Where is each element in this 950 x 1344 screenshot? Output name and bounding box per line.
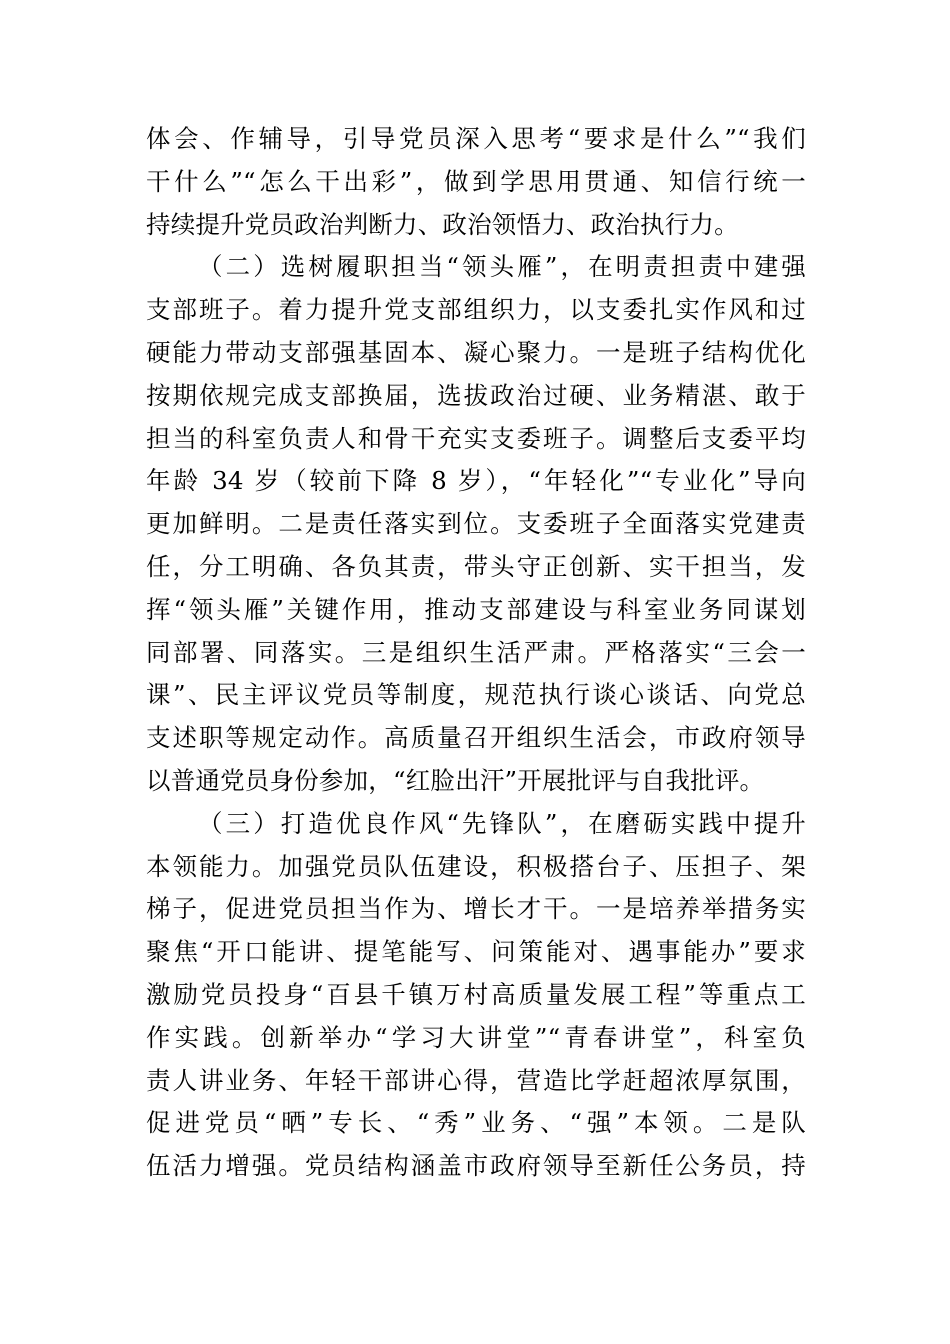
- text-line: 硬能力带动支部强基固本、凝心聚力。一是班子结构优化: [146, 337, 806, 367]
- paragraph-heading-line: （二）选树履职担当“领头雁”，在明责担责中建强: [198, 252, 806, 282]
- text-line: 课”、民主评议党员等制度，规范执行谈心谈话、向党总: [146, 680, 806, 710]
- text-line: 干什么”“怎么干出彩”，做到学思用贯通、知信行统一: [146, 166, 806, 196]
- text-line: 持续提升党员政治判断力、政治领悟力、政治执行力。: [146, 209, 739, 239]
- text-line: 体会、作辅导，引导党员深入思考“要求是什么”“我们: [146, 124, 806, 153]
- text-line: 本领能力。加强党员队伍建设，积极搭台子、压担子、架: [146, 851, 806, 881]
- document-body: [146, 118, 806, 1188]
- text-line: 支部班子。着力提升党支部组织力，以支委扎实作风和过: [146, 295, 806, 325]
- text-line: 促进党员“晒”专长、“秀”业务、“强”本领。二是队: [146, 1108, 806, 1138]
- text-line: 伍活力增强。党员结构涵盖市政府领导至新任公务员，持: [146, 1151, 806, 1181]
- text-line: 挥“领头雁”关键作用，推动支部建设与科室业务同谋划: [146, 594, 806, 624]
- text-line: 梯子，促进党员担当作为、增长才干。一是培养举措务实: [146, 894, 806, 924]
- text-line: 任，分工明确、各负其责，带头守正创新、实干担当，发: [146, 551, 806, 581]
- paragraph-heading-line: （三）打造优良作风“先锋队”，在磨砺实践中提升: [198, 808, 806, 838]
- text-line: 支述职等规定动作。高质量召开组织生活会，市政府领导: [146, 723, 806, 753]
- text-line: 按期依规完成支部换届，选拔政治过硬、业务精湛、敢于: [146, 380, 806, 410]
- text-line: 担当的科室负责人和骨干充实支委班子。调整后支委平均: [146, 423, 806, 453]
- text-line: 责人讲业务、年轻干部讲心得，营造比学赶超浓厚氛围，: [146, 1065, 806, 1095]
- text-line: 年龄 34 岁（较前下降 8 岁），“年轻化”“专业化”导向: [146, 466, 806, 496]
- text-line: 同部署、同落实。三是组织生活严肃。严格落实“三会一: [146, 637, 806, 667]
- text-line: 激励党员投身“百县千镇万村高质量发展工程”等重点工: [146, 979, 806, 1009]
- text-line: 聚焦“开口能讲、提笔能写、问策能对、遇事能办”要求: [146, 937, 806, 967]
- text-line: 更加鲜明。二是责任落实到位。支委班子全面落实党建责: [146, 509, 806, 539]
- text-line: 以普通党员身份参加，“红脸出汗”开展批评与自我批评。: [146, 765, 765, 795]
- text-line: 作实践。创新举办“学习大讲堂”“青春讲堂”，科室负: [146, 1022, 806, 1052]
